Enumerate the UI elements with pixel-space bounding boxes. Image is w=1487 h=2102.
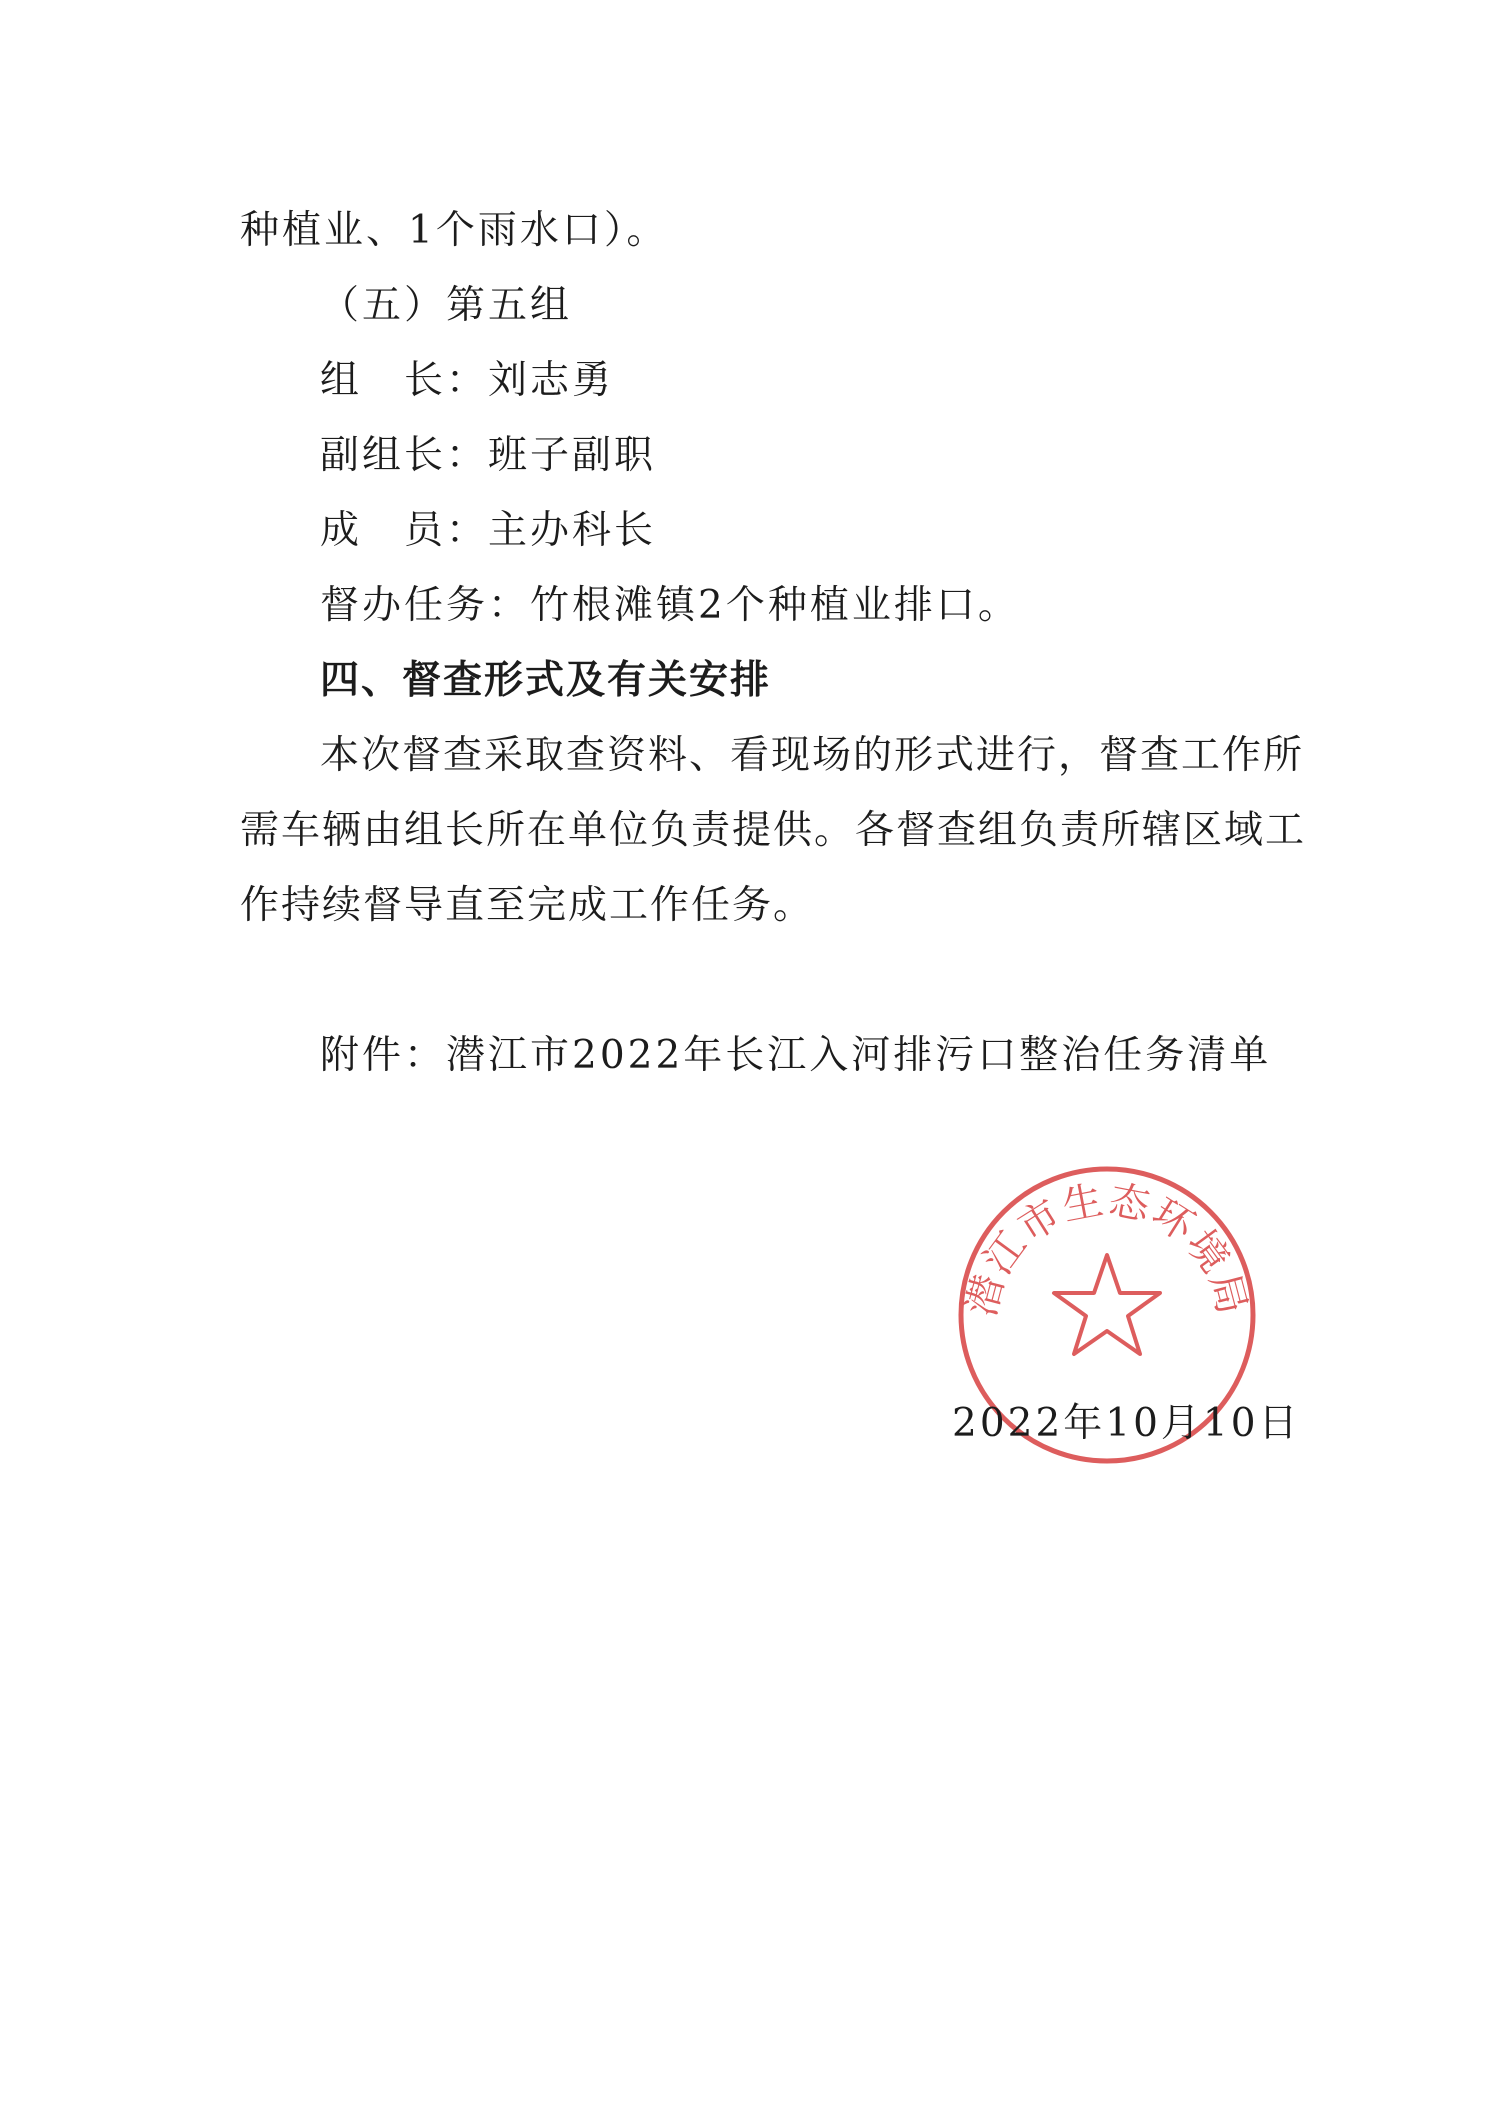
document-date: 2022年10月10日 <box>952 1401 1301 1446</box>
seal-star-icon <box>1054 1255 1160 1354</box>
svg-text:潜江市生态环境局 <box>959 1177 1256 1321</box>
seal-text: 潜江市生态环境局 <box>958 1177 1256 1321</box>
attachment-line: 附件：潜江市2022年长江入河排污口整治任务清单 <box>320 1033 1272 1078</box>
text-line-continuation: 种植业、1个雨水口）。 <box>240 208 669 253</box>
supervision-task-line: 督办任务：竹根滩镇2个种植业排口。 <box>320 583 1020 628</box>
paragraph-line-3: 作持续督导直至完成工作任务。 <box>240 883 815 928</box>
deputy-leader-line: 副组长：班子副职 <box>320 433 657 478</box>
section-heading: 四、督查形式及有关安排 <box>320 658 772 703</box>
subheading-group-five: （五）第五组 <box>320 283 573 328</box>
paragraph-line-2: 需车辆由组长所在单位负责提供。各督查组负责所辖区域工 <box>240 808 1307 853</box>
members-line: 成 员：主办科长 <box>320 508 657 553</box>
team-leader-line: 组 长：刘志勇 <box>320 358 615 403</box>
paragraph-line-1: 本次督查采取查资料、看现场的形式进行，督查工作所 <box>320 733 1305 778</box>
